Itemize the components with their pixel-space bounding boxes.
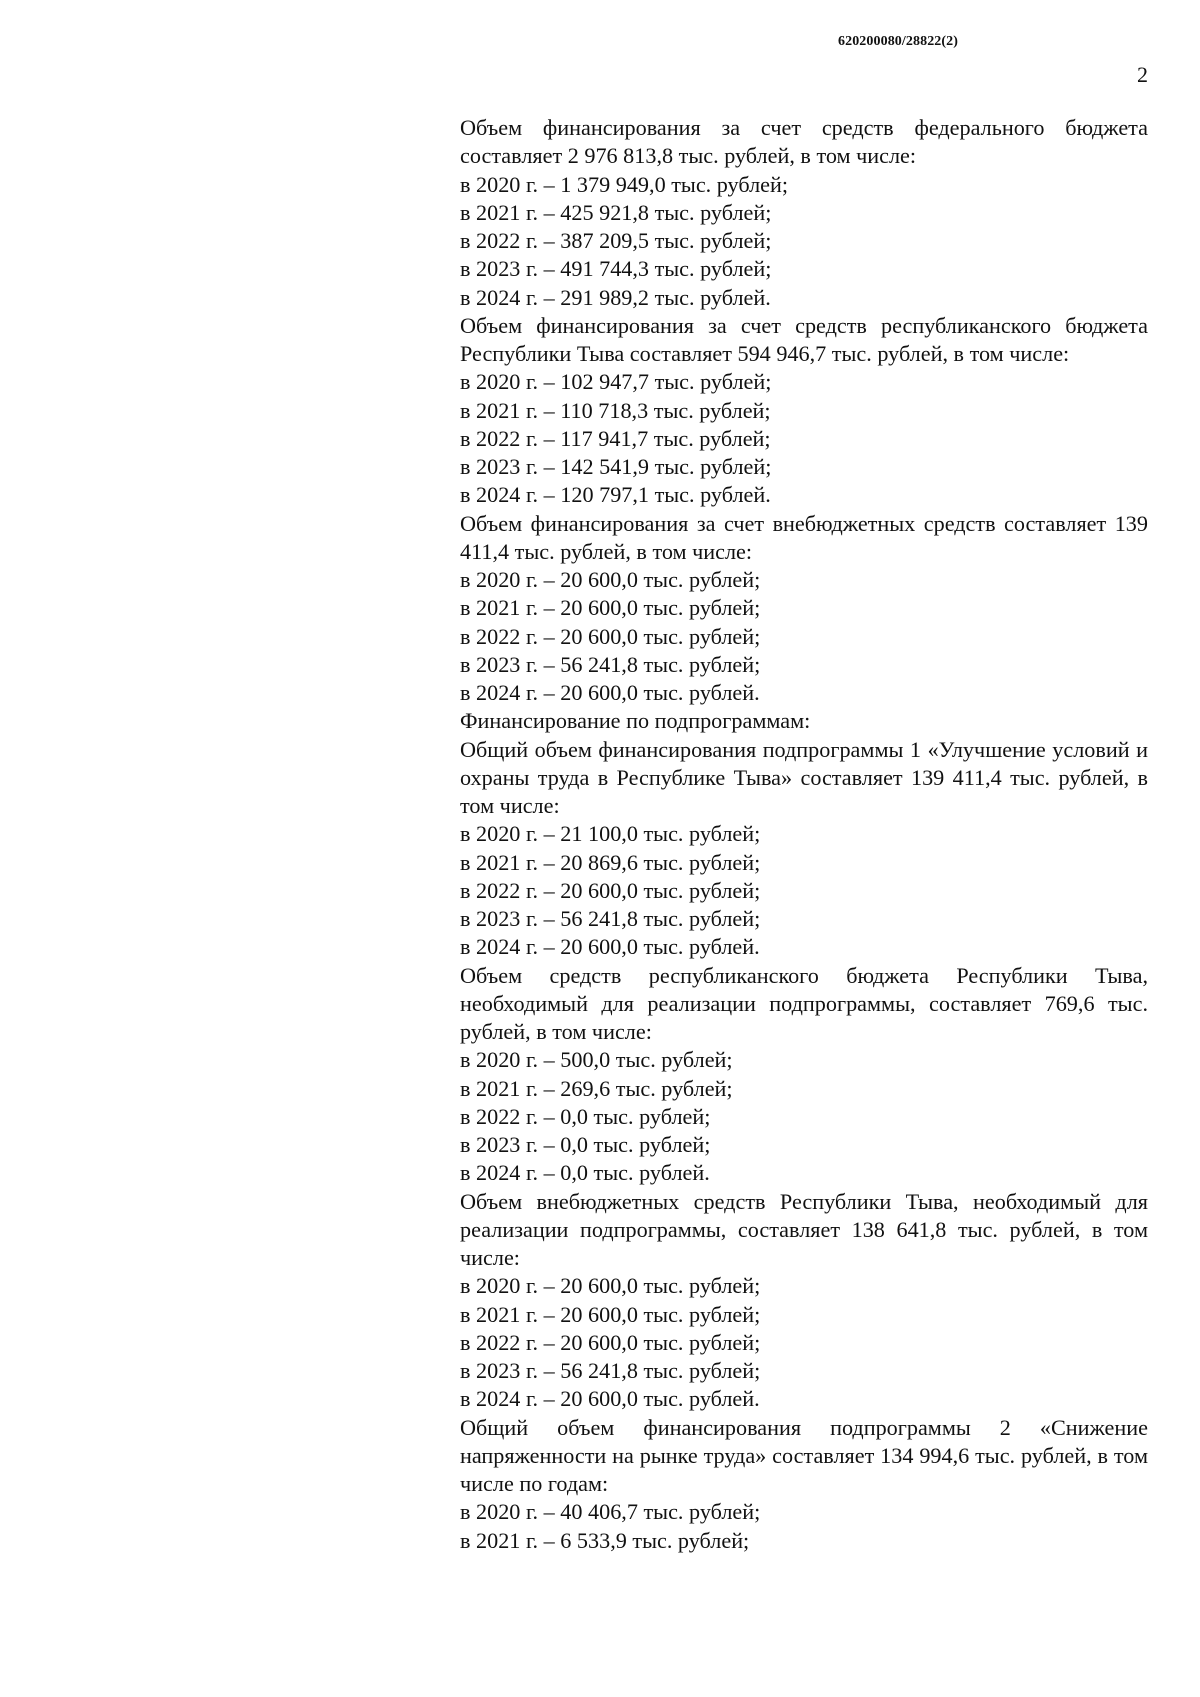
funding-line: в 2020 г. – 102 947,7 тыс. рублей; <box>460 369 772 395</box>
funding-line: в 2020 г. – 20 600,0 тыс. рублей; <box>460 567 761 592</box>
paragraph: Объем финансирования за счет средств федерального бюджета составляет 2 976 813,8 тыс. рублей, в том числе: <box>460 115 1148 169</box>
funding-line: в 2022 г. – 20 600,0 тыс. рублей; <box>460 877 761 903</box>
paragraph: Объем финансирования за счет средств республиканского бюджета Республики Тыва составляет 594 946,7 тыс. рублей, в том числе: <box>460 312 1148 366</box>
funding-line: в 2020 г. – 20 600,0 тыс. рублей; <box>460 1273 761 1299</box>
funding-line: в 2021 г. – 20 600,0 тыс. рублей; <box>460 1301 761 1327</box>
paragraph: Объем средств республиканского бюджета Республики Тыва, необходимый для реализации подпрограммы, составляет 769,6 тыс. рублей, в том числе: <box>460 962 1148 1044</box>
document-body <box>460 114 1148 1555</box>
funding-line: в 2020 г. – 40 406,7 тыс. рублей; <box>460 1499 761 1525</box>
funding-line: в 2022 г. – 20 600,0 тыс. рублей; <box>460 623 761 649</box>
funding-line: в 2021 г. – 425 921,8 тыс. рублей; <box>460 199 772 225</box>
funding-line: в 2021 г. – 269,6 тыс. рублей; <box>460 1075 733 1101</box>
document-number: 620200080/28822(2) <box>838 34 959 49</box>
paragraph: Общий объем финансирования подпрограммы 2 «Снижение напряженности на рынке труда» составляет 134 994,6 тыс. рублей, в том числе по годам: <box>460 1414 1148 1496</box>
page-number: 2 <box>1137 62 1148 87</box>
funding-line: в 2022 г. – 117 941,7 тыс. рублей; <box>460 425 771 451</box>
funding-line: в 2023 г. – 56 241,8 тыс. рублей; <box>460 651 761 677</box>
funding-line: в 2023 г. – 0,0 тыс. рублей; <box>460 1132 711 1157</box>
paragraph: Объем внебюджетных средств Республики Тыва, необходимый для реализации подпрограммы, составляет 138 641,8 тыс. рублей, в том числе: <box>460 1188 1148 1270</box>
funding-line: в 2021 г. – 6 533,9 тыс. рублей; <box>460 1527 750 1553</box>
funding-line: в 2023 г. – 142 541,9 тыс. рублей; <box>460 454 772 479</box>
funding-line: в 2022 г. – 387 209,5 тыс. рублей; <box>460 228 772 253</box>
funding-line: в 2023 г. – 56 241,8 тыс. рублей; <box>460 1358 761 1383</box>
paragraph: Объем финансирования за счет внебюджетных средств составляет 139 411,4 тыс. рублей, в том числе: <box>460 510 1148 564</box>
funding-line: в 2024 г. – 20 600,0 тыс. рублей. <box>460 1386 760 1412</box>
funding-line: в 2024 г. – 20 600,0 тыс. рублей. <box>460 934 760 960</box>
funding-line: в 2020 г. – 1 379 949,0 тыс. рублей; <box>460 171 789 197</box>
funding-line: в 2023 г. – 56 241,8 тыс. рублей; <box>460 906 761 931</box>
funding-line: в 2021 г. – 20 869,6 тыс. рублей; <box>460 849 761 875</box>
funding-line: в 2023 г. – 491 744,3 тыс. рублей; <box>460 256 772 282</box>
funding-line: в 2024 г. – 20 600,0 тыс. рублей. <box>460 680 760 705</box>
funding-line: в 2020 г. – 500,0 тыс. рублей; <box>460 1047 733 1073</box>
paragraph: Общий объем финансирования подпрограммы 1 «Улучшение условий и охраны труда в Республике Тыва» составляет 139 411,4 тыс. рублей, в том числе: <box>460 736 1148 818</box>
funding-line: в 2024 г. – 291 989,2 тыс. рублей. <box>460 284 771 310</box>
funding-line: в 2020 г. – 21 100,0 тыс. рублей; <box>460 821 761 847</box>
funding-line: в 2024 г. – 0,0 тыс. рублей. <box>460 1160 710 1186</box>
funding-line: в 2022 г. – 0,0 тыс. рублей; <box>460 1103 711 1129</box>
funding-line: в 2021 г. – 110 718,3 тыс. рублей; <box>460 397 771 423</box>
funding-line: в 2024 г. – 120 797,1 тыс. рублей. <box>460 482 771 508</box>
funding-line: Финансирование по подпрограммам: <box>460 708 811 734</box>
funding-line: в 2021 г. – 20 600,0 тыс. рублей; <box>460 595 761 621</box>
funding-line: в 2022 г. – 20 600,0 тыс. рублей; <box>460 1329 761 1355</box>
